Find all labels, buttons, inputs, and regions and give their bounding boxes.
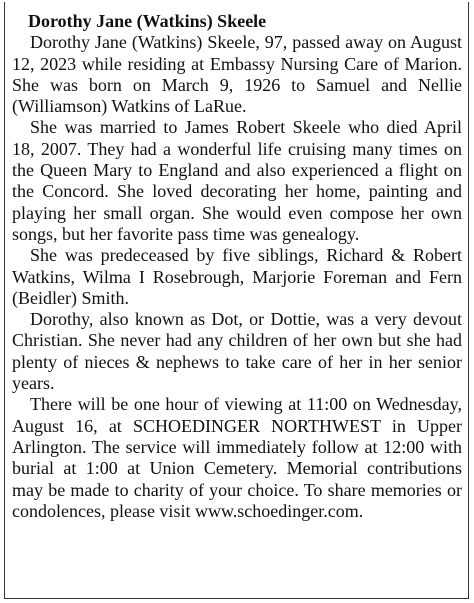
- paragraph-family: Dorothy, also known as Dot, or Dottie, was a very devout Christian. She never had any children of her own but she had plenty of nieces & nephews to take care of her in her senior years.: [12, 309, 462, 394]
- paragraph-services: There will be one hour of viewing at 11:00 on Wednesday, August 16, at SCHOEDINGER NORTHWEST in Upper Arlington. The service will immediately follow at 12:00 with burial at 1:00 at Union Cemetery. Memorial contributions may be made to charity of your choice. To share memories or condolences, please visit www.schoedinger.com.: [12, 394, 462, 521]
- paragraph-death-notice: Dorothy Jane (Watkins) Skeele, 97, passed away on August 12, 2023 while residing at Embassy Nursing Care of Marion. She was born on March 9, 1926 to Samuel and Nellie (Williamson) Watkins of LaRue.: [12, 32, 462, 117]
- obituary-title: Dorothy Jane (Watkins) Skeele: [28, 11, 267, 31]
- paragraph-siblings: She was predeceased by five siblings, Richard & Robert Watkins, Wilma I Rosebrough, Marjorie Foreman and Fern (Beidler) Smith.: [12, 245, 462, 308]
- paragraph-marriage: She was married to James Robert Skeele who died April 18, 2007. They had a wonderful life cruising many times on the Queen Mary to England and also experienced a flight on the Concord. She loved decorating her home, painting and playing her small organ. She would even compose her own songs, but her favorite pass time was genealogy.: [12, 117, 462, 244]
- obituary-notice: [12, 11, 462, 522]
